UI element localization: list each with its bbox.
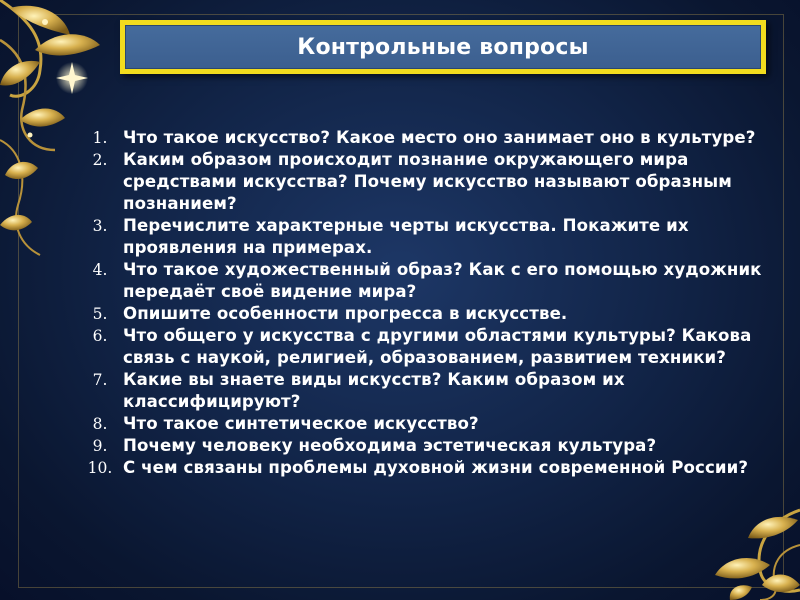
item-text: Перечислите характерные черты искусства. Покажите их проявления на примерах. bbox=[123, 216, 689, 257]
item-text: Что такое искусство? Какое место оно занимает оно в культуре? bbox=[123, 128, 756, 147]
floral-ornament-icon bbox=[670, 490, 800, 600]
item-text: С чем связаны проблемы духовной жизни современной России? bbox=[123, 458, 749, 477]
list-item bbox=[50, 259, 785, 303]
item-number: 3. bbox=[92, 217, 108, 235]
item-number: 1. bbox=[92, 129, 108, 147]
question-list bbox=[50, 127, 785, 479]
title-panel bbox=[125, 25, 761, 69]
item-number: 9. bbox=[92, 437, 108, 455]
list-item bbox=[50, 149, 785, 215]
item-text: Каким образом происходит познание окружающего мира средствами искусства? Почему искусство называют образным познанием? bbox=[123, 150, 732, 213]
list-item bbox=[50, 325, 785, 369]
item-number: 6. bbox=[92, 327, 108, 345]
item-number: 10. bbox=[87, 459, 113, 477]
item-text: Что такое художественный образ? Как с его помощью художник передаёт своё видение мира? bbox=[123, 260, 762, 301]
list-item bbox=[50, 413, 785, 435]
list-item bbox=[50, 215, 785, 259]
title-banner bbox=[120, 20, 766, 74]
list-item bbox=[50, 435, 785, 457]
item-text: Что такое синтетическое искусство? bbox=[123, 414, 479, 433]
item-text: Опишите особенности прогресса в искусстве. bbox=[123, 304, 568, 323]
item-text: Почему человеку необходима эстетическая культура? bbox=[123, 436, 657, 455]
list-item bbox=[50, 369, 785, 413]
list-item bbox=[50, 127, 785, 149]
item-text: Какие вы знаете виды искусств? Каким образом их классифицируют? bbox=[123, 370, 625, 411]
item-number: 4. bbox=[92, 261, 108, 279]
item-number: 2. bbox=[92, 151, 108, 169]
item-number: 8. bbox=[92, 415, 108, 433]
item-text: Что общего у искусства с другими областями культуры? Какова связь с наукой, религией, образованием, развитием техники? bbox=[123, 326, 752, 367]
list-item bbox=[50, 457, 785, 479]
item-number: 5. bbox=[92, 305, 108, 323]
list-item bbox=[50, 303, 785, 325]
item-number: 7. bbox=[92, 371, 108, 389]
slide-title: Контрольные вопросы bbox=[297, 34, 589, 60]
